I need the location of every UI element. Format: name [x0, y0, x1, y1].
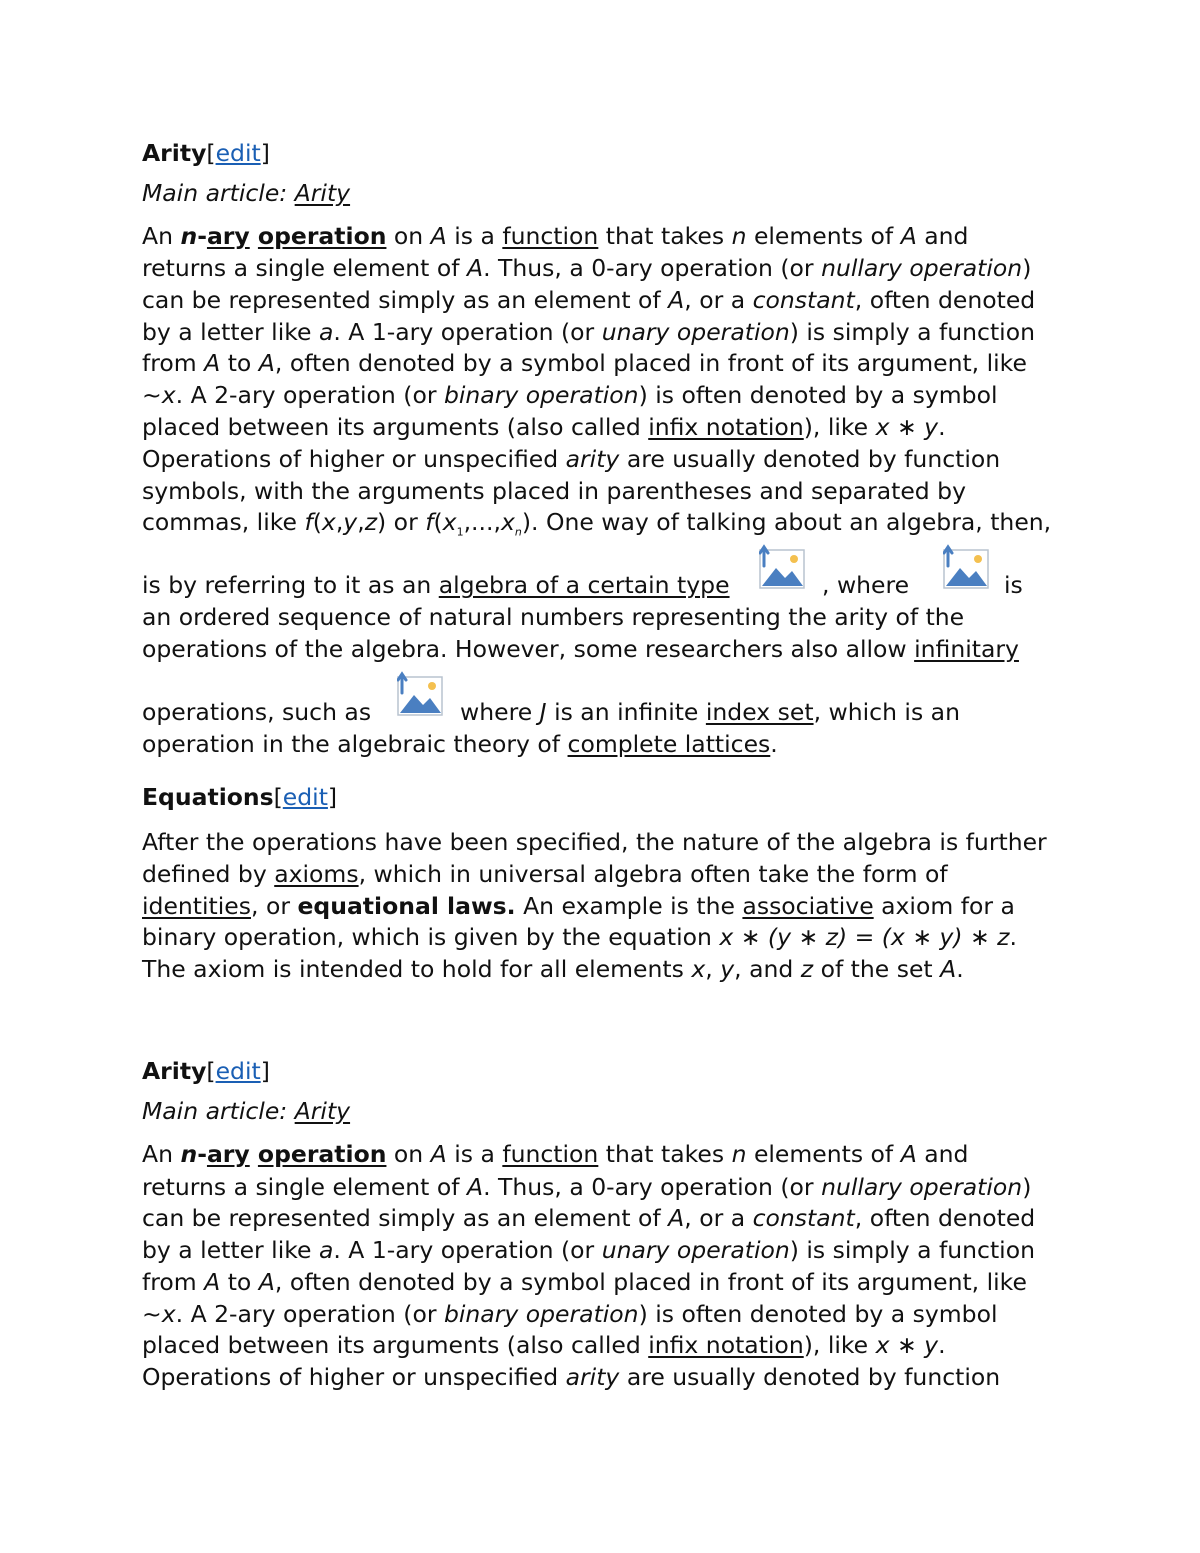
- broken-image-icon: [943, 544, 991, 594]
- paragraph-line: operations, such as: [142, 698, 372, 726]
- main-article-note: [142, 178, 350, 210]
- section-heading-arity: Arity[edit]: [142, 139, 270, 167]
- paragraph-line: symbols, with the arguments placed in parentheses and separated by: [142, 477, 966, 505]
- paragraph-line: An n-ary operation on A is a function that takes n elements of A and: [142, 222, 969, 250]
- heading-text: Arity: [142, 1057, 207, 1085]
- paragraph-line: from A to A, often denoted by a symbol placed in front of its argument, like: [142, 349, 1027, 377]
- section-heading-arity-repeat: Arity[edit]: [142, 1057, 270, 1085]
- nary-link[interactable]: ary: [206, 1140, 250, 1168]
- main-article-link[interactable]: Arity: [294, 179, 351, 207]
- heading-text: Equations: [142, 783, 274, 811]
- broken-image-icon: [397, 671, 445, 721]
- edit-link[interactable]: edit: [215, 139, 261, 167]
- associative-link[interactable]: associative: [742, 892, 874, 920]
- paragraph-line: binary operation, which is given by the equation x ∗ (y ∗ z) = (x ∗ y) ∗ z.: [142, 923, 1017, 951]
- paragraph-line: returns a single element of A. Thus, a 0-ary operation (or nullary operation): [142, 1173, 1032, 1201]
- index-set-link[interactable]: index set: [705, 698, 814, 726]
- edit-link[interactable]: edit: [215, 1057, 261, 1085]
- paragraph-line: is by referring to it as an algebra of a certain type: [142, 571, 730, 599]
- infinitary-link[interactable]: infinitary: [914, 635, 1019, 663]
- broken-image-icon: [759, 544, 807, 594]
- edit-link[interactable]: edit: [282, 783, 328, 811]
- operation-link[interactable]: operation: [257, 222, 387, 250]
- paragraph-line: placed between its arguments (also called infix notation), like x ∗ y.: [142, 1331, 946, 1359]
- paragraph-line: ~x. A 2-ary operation (or binary operation) is often denoted by a symbol: [142, 381, 998, 409]
- paragraph-line: can be represented simply as an element of A, or a constant, often denoted: [142, 1204, 1036, 1232]
- heading-text: Arity: [142, 139, 207, 167]
- infix-notation-link[interactable]: infix notation: [648, 413, 804, 441]
- paragraph-line: by a letter like a. A 1-ary operation (or unary operation) is simply a function: [142, 1236, 1035, 1264]
- paragraph-line: operations of the algebra. However, some researchers also allow infinitary: [142, 635, 1019, 663]
- nary-link[interactable]: ary: [206, 222, 250, 250]
- paragraph-line: can be represented simply as an element of A, or a constant, often denoted: [142, 286, 1036, 314]
- paragraph-line-cont: is: [1004, 571, 1023, 599]
- paragraph-line: an ordered sequence of natural numbers representing the arity of the: [142, 603, 965, 631]
- paragraph-line: returns a single element of A. Thus, a 0-ary operation (or nullary operation): [142, 254, 1032, 282]
- paragraph-line: defined by axioms, which in universal algebra often take the form of: [142, 860, 948, 888]
- function-link[interactable]: function: [502, 1140, 599, 1168]
- paragraph-line: Operations of higher or unspecified arity are usually denoted by function: [142, 445, 1001, 473]
- paragraph-line: placed between its arguments (also called infix notation), like x ∗ y.: [142, 413, 946, 441]
- operation-link[interactable]: operation: [257, 1140, 387, 1168]
- paragraph-line: After the operations have been specified, the nature of the algebra is further: [142, 828, 1047, 856]
- main-article-prefix: Main article:: [142, 179, 295, 207]
- complete-lattices-link[interactable]: complete lattices: [567, 730, 771, 758]
- algebra-type-link[interactable]: algebra of a certain type: [438, 571, 730, 599]
- paragraph-line: from A to A, often denoted by a symbol placed in front of its argument, like: [142, 1268, 1027, 1296]
- paragraph-line: The axiom is intended to hold for all elements x, y, and z of the set A.: [142, 955, 964, 983]
- paragraph-line-cont: where J is an infinite index set, which is an: [460, 698, 960, 726]
- equation: x ∗ (y ∗ z) = (x ∗ y) ∗ z: [719, 923, 1010, 951]
- main-article-note: Main article: Arity: [142, 1097, 351, 1125]
- axioms-link[interactable]: axioms: [274, 860, 359, 888]
- section-heading-equations: Equations[edit]: [142, 783, 338, 811]
- paragraph-line-cont: , where: [822, 571, 910, 599]
- paragraph-line: operation in the algebraic theory of complete lattices.: [142, 730, 778, 758]
- paragraph-line: by a letter like a. A 1-ary operation (or unary operation) is simply a function: [142, 318, 1035, 346]
- paragraph-line: Operations of higher or unspecified arity are usually denoted by function: [142, 1363, 1001, 1391]
- identities-link[interactable]: identities: [142, 892, 251, 920]
- paragraph-line: identities, or equational laws. An example is the associative axiom for a: [142, 892, 1015, 920]
- function-link[interactable]: function: [502, 222, 599, 250]
- infix-notation-link[interactable]: infix notation: [648, 1331, 804, 1359]
- paragraph-line: An n-ary operation on A is a function that takes n elements of A and: [142, 1140, 969, 1168]
- paragraph-line: ~x. A 2-ary operation (or binary operation) is often denoted by a symbol: [142, 1300, 998, 1328]
- paragraph-line: commas, like f(x,y,z) or $f(x_1,...,x_n)$. One way of talking about an algebra, then,: [142, 508, 1052, 539]
- main-article-link[interactable]: Arity: [294, 1097, 351, 1125]
